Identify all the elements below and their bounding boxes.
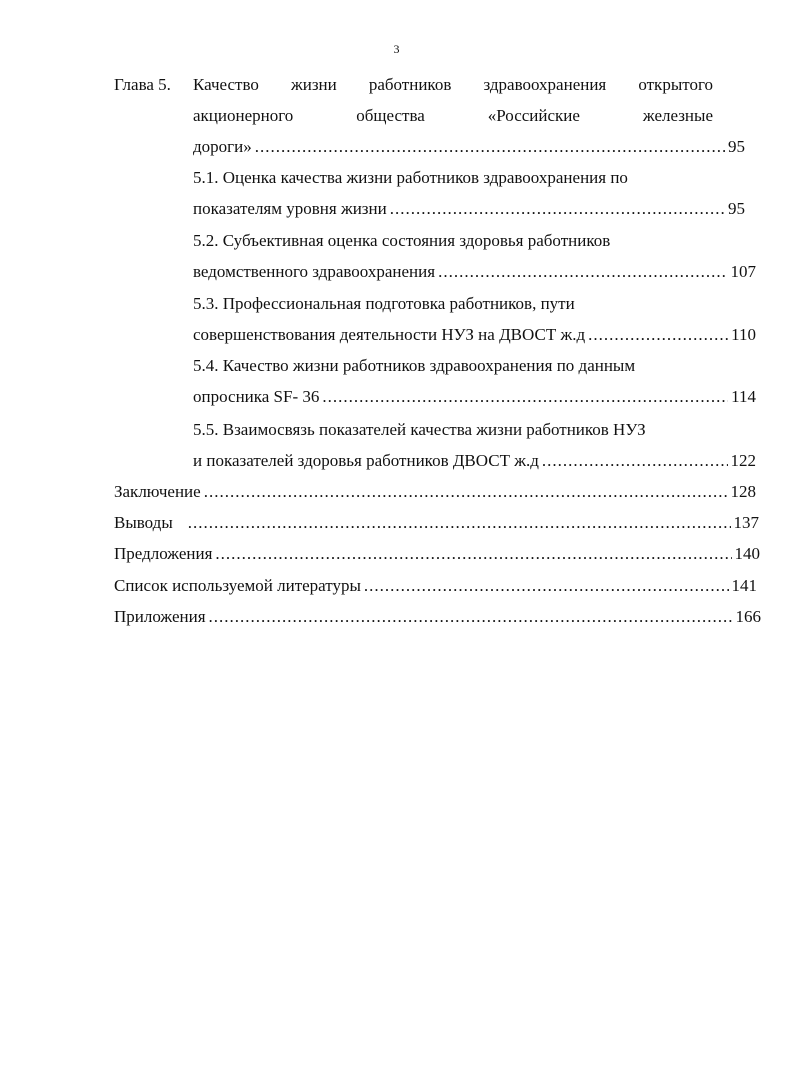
toc-entry-page: 166 <box>735 607 761 626</box>
section-5-4-line-2 <box>193 387 756 407</box>
toc-entry-title: Список используемой литературы <box>114 576 361 595</box>
dot-leader <box>390 199 725 219</box>
section-5-3-title-end: совершенствования деятельности НУЗ на ДВОСТ ж.д <box>193 325 586 344</box>
dot-leader <box>438 262 727 282</box>
chapter-title-line-1: Качество жизни работников здравоохранения открытого <box>193 75 713 94</box>
section-5-2-line-2 <box>193 262 756 282</box>
section-5-4-title-end: опросника SF- 36 <box>193 387 320 406</box>
section-5-5-line-2 <box>193 451 756 471</box>
toc-entry-references <box>114 576 757 596</box>
section-5-3-line-1: 5.3. Профессиональная подготовка работников, пути <box>193 294 575 313</box>
dot-leader <box>204 482 728 502</box>
toc-entry-title: Предложения <box>114 544 213 563</box>
section-5-1-title-end: показателям уровня жизни <box>193 199 387 218</box>
chapter-title-end: дороги» <box>193 137 252 156</box>
toc-entry-title: Заключение <box>114 482 201 501</box>
dot-leader <box>209 607 733 627</box>
section-5-2-title-end: ведомственного здравоохранения <box>193 262 436 281</box>
toc-entry-page: 140 <box>734 544 760 563</box>
section-5-4-page: 114 <box>731 387 756 406</box>
dot-leader <box>588 325 728 345</box>
section-5-1-page: 95 <box>728 199 745 218</box>
dot-leader <box>322 387 728 407</box>
section-5-1-line-2 <box>193 199 745 219</box>
section-5-2-line-1: 5.2. Субъективная оценка состояния здоровья работников <box>193 231 611 250</box>
section-5-2-page: 107 <box>730 262 756 281</box>
chapter-page: 95 <box>728 137 745 156</box>
section-5-3-page: 110 <box>731 325 756 344</box>
toc-entry-conclusion <box>114 482 756 502</box>
section-5-4-line-1: 5.4. Качество жизни работников здравоохранения по данным <box>193 356 636 375</box>
section-5-3-line-2 <box>193 325 756 345</box>
toc-entry-appendices <box>114 607 761 627</box>
page-number: 3 <box>393 42 400 56</box>
chapter-title-line-3 <box>193 137 745 157</box>
dot-leader <box>364 576 729 596</box>
toc-entry-page: 141 <box>731 576 757 595</box>
toc-entry-findings <box>114 513 759 533</box>
section-5-1-line-1: 5.1. Оценка качества жизни работников здравоохранения по <box>193 168 628 187</box>
toc-entry-page: 128 <box>730 482 756 501</box>
dot-leader <box>542 451 728 471</box>
dot-leader <box>188 513 731 533</box>
chapter-label: Глава 5. <box>114 75 171 94</box>
section-5-5-page: 122 <box>730 451 756 470</box>
dot-leader <box>215 544 731 564</box>
dot-leader <box>255 137 725 157</box>
toc-entry-title: Приложения <box>114 607 206 626</box>
section-5-5-line-1: 5.5. Взаимосвязь показателей качества жизни работников НУЗ <box>193 420 646 439</box>
chapter-title-line-2: акционерного общества «Российские железные <box>193 106 713 125</box>
toc-entry-page: 137 <box>733 513 759 532</box>
toc-entry-proposals <box>114 544 760 564</box>
section-5-5-title-end: и показателей здоровья работников ДВОСТ ж.д <box>193 451 539 470</box>
toc-entry-title: Выводы <box>114 513 173 532</box>
